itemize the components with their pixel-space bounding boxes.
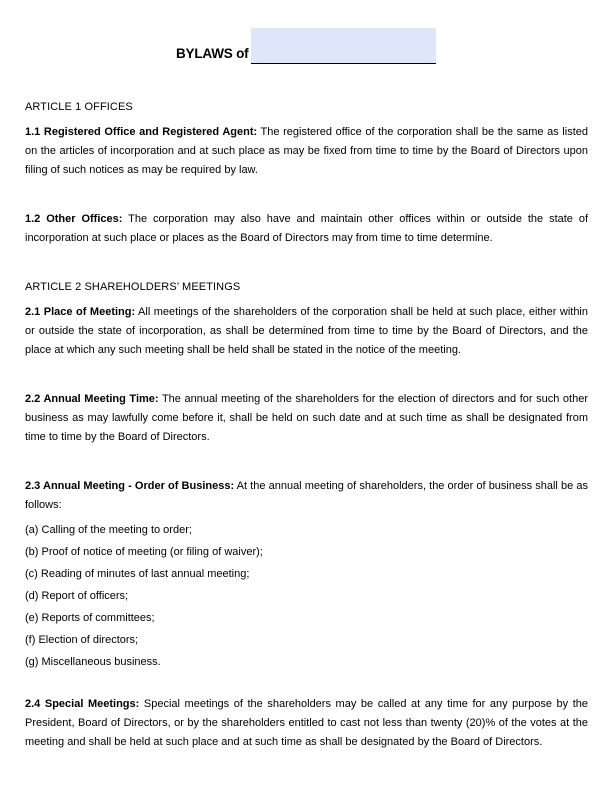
article-2-heading: ARTICLE 2 SHAREHOLDERS’ MEETINGS: [25, 281, 241, 293]
section-2-3-text: At the annual meeting of shareholders, the order of business shall be as follows:: [25, 480, 588, 511]
section-2-2: [25, 390, 588, 447]
section-2-4-label: 2.4 Special Meetings:: [25, 698, 140, 710]
section-2-2-label: 2.2 Annual Meeting Time:: [25, 393, 159, 405]
section-1-2-text: The corporation may also have and maintain other offices within or outside the state of incorporation at such place or places as the Board of Directors may from time to time determine.: [25, 213, 588, 244]
section-2-3: [25, 477, 588, 515]
order-of-business-item: (g) Miscellaneous business.: [25, 656, 161, 668]
section-2-4: [25, 695, 588, 752]
section-2-1: [25, 303, 588, 360]
section-2-1-text: All meetings of the shareholders of the corporation shall be held at such place, either within or outside the state of incorporation, as shall be determined from time to time by the Board of Directors, and the place at which any such meeting shall be held shall be stated in the notice of the meeting.: [25, 306, 588, 356]
order-of-business-item: (b) Proof of notice of meeting (or filing of waiver);: [25, 546, 263, 558]
section-2-2-text: The annual meeting of the shareholders for the election of directors and for such other business as may lawfully come before it, shall be held on such date and at such time as shall be designated from time to time by the Board of Directors.: [25, 393, 589, 443]
section-1-1-label: 1.1 Registered Office and Registered Agent:: [25, 126, 258, 138]
order-of-business-item: (f) Election of directors;: [25, 634, 139, 646]
order-of-business-item: (d) Report of officers;: [25, 590, 129, 602]
section-1-2: [25, 210, 588, 248]
section-1-2-label: 1.2 Other Offices:: [25, 213, 123, 225]
document-body: [25, 98, 588, 752]
article-1-heading: ARTICLE 1 OFFICES: [25, 101, 133, 113]
document-title: BYLAWS of: [176, 46, 249, 61]
section-2-4-text: Special meetings of the shareholders may be called at any time for any purpose by the President, Board of Directors, or by the shareholders entitled to cast not less than twenty (20)% of the votes at the meeting and shall be held at such place and at such time as shall be designated by the Board of Directors.: [25, 698, 588, 748]
section-1-1-text: The registered office of the corporation shall be the same as listed on the articles of incorporation and at such place as may be fixed from time to time by the Board of Directors upon filing of such notices as may be required by law.: [25, 126, 588, 176]
order-of-business-item: (c) Reading of minutes of last annual meeting;: [25, 568, 250, 580]
order-of-business-item: (e) Reports of committees;: [25, 612, 155, 624]
title-row: [0, 28, 602, 64]
company-name-field[interactable]: [251, 28, 436, 64]
order-of-business-item: (a) Calling of the meeting to order;: [25, 524, 192, 536]
section-2-3-label: 2.3 Annual Meeting - Order of Business:: [25, 480, 235, 492]
section-1-1: [25, 123, 588, 180]
section-2-1-label: 2.1 Place of Meeting:: [25, 306, 136, 318]
